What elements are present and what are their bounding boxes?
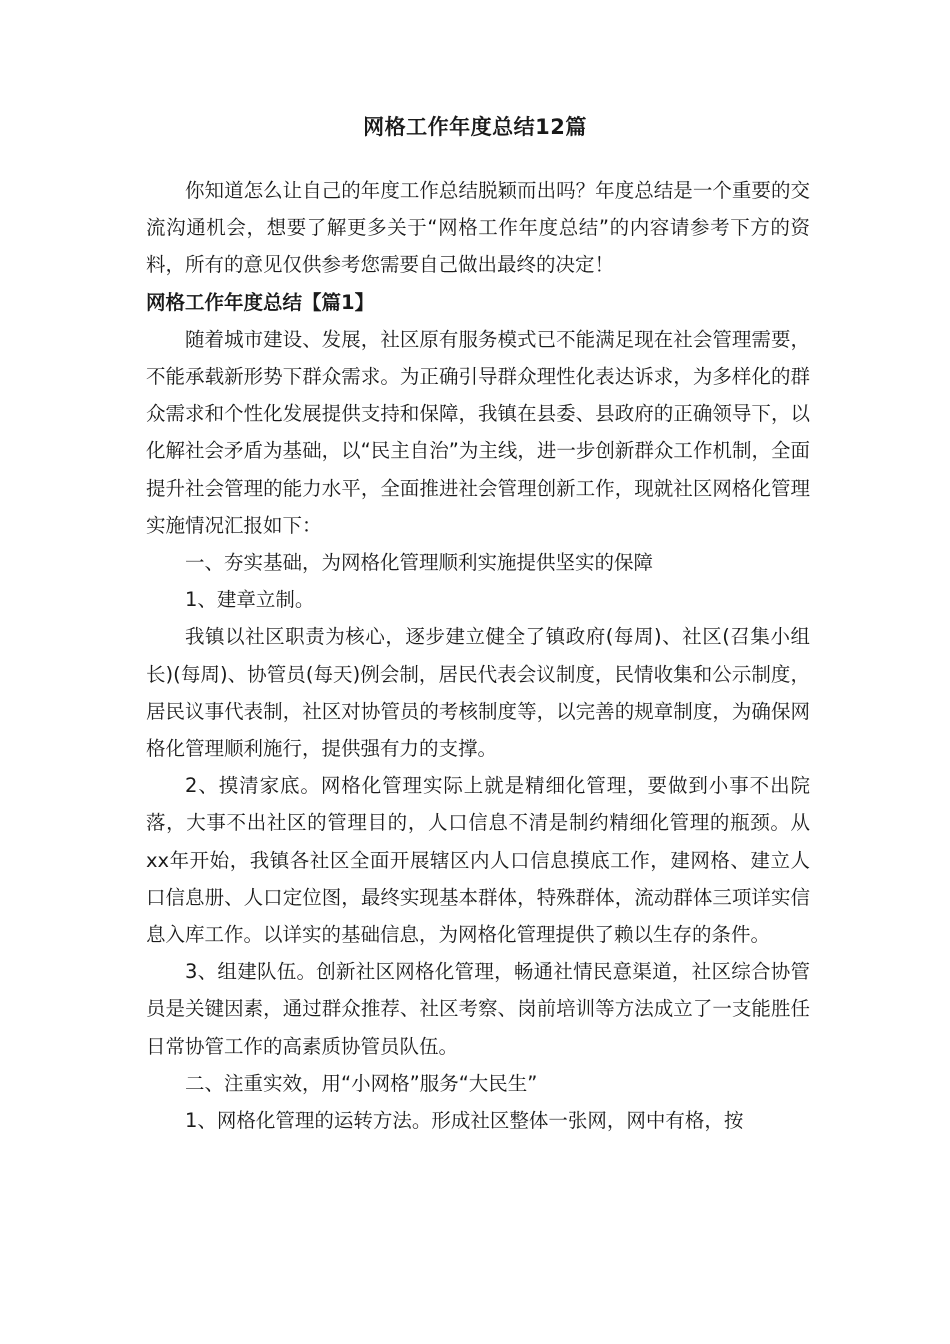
paragraph: 一、夯实基础，为网格化管理顺利实施提供坚实的保障 [185, 551, 654, 575]
paragraph: 2、摸清家底。网格化管理实际上就是精细化管理，要做到小事不出院落，大事不出社区的管理目的，人口信息不清是制约精细化管理的瓶颈。从xx年开始，我镇各社区全面开展辖区内人口信息摸底工作，建网格、建立人口信息册、人口定位图，最终实现基本群体，特殊群体，流动群体三项详实信息入库工作。以详实的基础信息，为网格化管理提供了赖以生存的条件。 [146, 774, 810, 947]
paragraph: 1、建章立制。 [185, 588, 315, 612]
document-title: 网格工作年度总结12篇 [363, 115, 587, 139]
paragraph: 随着城市建设、发展，社区原有服务模式已不能满足现在社会管理需要，不能承载新形势下群众需求。为正确引导群众理性化表达诉求，为多样化的群众需求和个性化发展提供支持和保障，我镇在县委、县政府的正确领导下，以化解社会矛盾为基础，以“民主自治”为主线，进一步创新群众工作机制，全面提升社会管理的能力水平，全面推进社会管理创新工作，现就社区网格化管理实施情况汇报如下： [146, 327, 810, 537]
section-heading: 网格工作年度总结【篇1】 [146, 290, 375, 314]
paragraph: 我镇以社区职责为核心，逐步建立健全了镇政府(每周)、社区(召集小组长)(每周)、协管员(每天)例会制，居民代表会议制度，民情收集和公示制度，居民议事代表制，社区对协管员的考核制度等，以完善的规章制度，为确保网格化管理顺利施行，提供强有力的支撑。 [146, 625, 810, 761]
paragraph: 二、注重实效，用“小网格”服务“大民生” [185, 1071, 538, 1095]
paragraph: 1、网格化管理的运转方法。形成社区整体一张网，网中有格，按 [185, 1109, 744, 1133]
document-body [146, 172, 810, 1139]
paragraph: 3、组建队伍。创新社区网格化管理，畅通社情民意渠道，社区综合协管员是关键因素，通过群众推荐、社区考察、岗前培训等方法成立了一支能胜任日常协管工作的高素质协管员队伍。 [146, 960, 810, 1058]
intro-paragraph: 你知道怎么让自己的年度工作总结脱颖而出吗？年度总结是一个重要的交流沟通机会，想要了解更多关于“网格工作年度总结”的内容请参考下方的资料，所有的意见仅供参考您需要自己做出最终的决定！ [146, 179, 810, 277]
